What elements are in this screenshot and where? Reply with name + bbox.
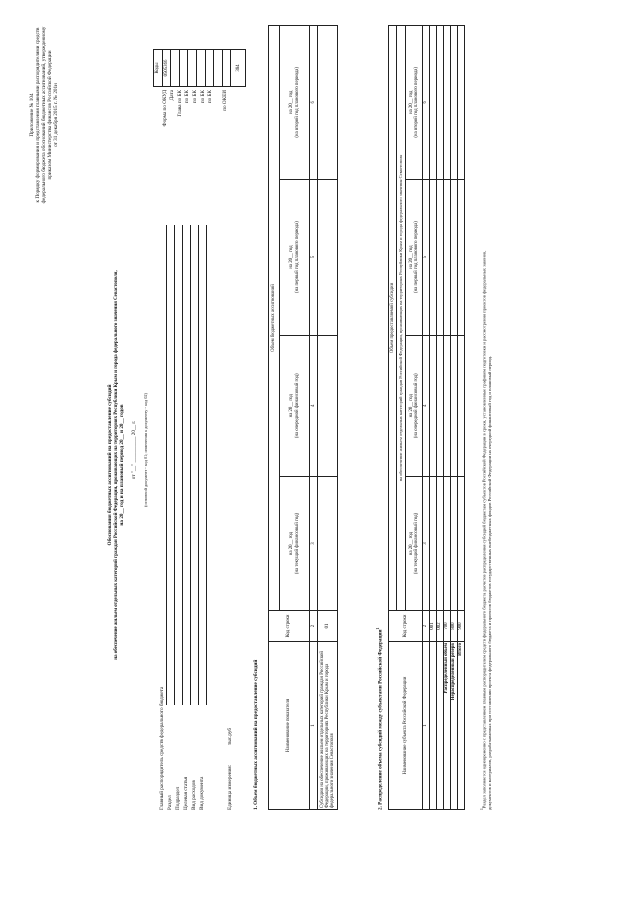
row-undistributed: Нераспределенный резерв xyxy=(451,642,458,810)
table-cell xyxy=(444,179,451,335)
footnote-line: Раздел заполняется одновременно с представлением главным распорядителем средств федерального бюджета расчетов распределения субсидий бюджетам субъектов Российской Федерации в сроки, установленные графиком подготовки и рассмотрения проектов федеральных законов, xyxy=(481,250,487,809)
code-value xyxy=(171,50,180,87)
header-volume: Объем предоставляемой субсидии xyxy=(389,26,397,611)
field-label-gr: Главный распорядитель средств федерального бюджета xyxy=(159,686,165,810)
code-value xyxy=(205,50,214,87)
row-cell xyxy=(318,26,338,180)
col-number: 3 xyxy=(310,476,318,610)
table-cell xyxy=(451,179,458,335)
section2-heading-text: 2. Распределение объема субсидий между субъектами Российской Федерации xyxy=(377,629,384,810)
header-year-current: на 20__ год (на текущий финансовый год) xyxy=(280,476,310,610)
table-row-code: 002 xyxy=(437,611,444,642)
col-number: 4 xyxy=(423,335,430,476)
section2-heading xyxy=(376,628,385,810)
row-distributed: Распределенный объем xyxy=(444,642,451,810)
code-value xyxy=(214,50,223,87)
row-subsidy-name: Субсидии на обеспечение жильем отдельных категорий граждан Российской Федерации, проживающих на территориях Республики Крым и города федерального значения Севастополя xyxy=(318,642,338,810)
code-label: по БК xyxy=(184,90,191,104)
row-cell xyxy=(318,476,338,610)
code-value: 384 xyxy=(231,50,246,87)
header-year-plan2: на 20__ год (на второй год планового периода) xyxy=(406,26,423,180)
field-label-target: Целевая статья xyxy=(183,776,189,810)
appendix-block xyxy=(30,15,60,215)
document-title xyxy=(108,205,126,725)
footnote xyxy=(480,251,492,810)
table-cell xyxy=(458,179,465,335)
code-label: по ОКЕИ xyxy=(222,90,229,111)
code-label: Глава по БК xyxy=(176,90,183,117)
table-row-code: 800 xyxy=(451,611,458,642)
field-label-doc: Вид документа xyxy=(199,776,205,810)
row-subsidy-code: 01 xyxy=(318,611,338,642)
col-number: 6 xyxy=(310,26,318,180)
section1-heading: 1. Объем бюджетных ассигнований на предоставление субсидий xyxy=(253,659,259,810)
table-cell xyxy=(437,26,444,180)
code-label: по БК xyxy=(191,90,198,104)
col-number: 5 xyxy=(423,179,430,335)
field-label-section: Раздел xyxy=(167,795,173,810)
table-cell xyxy=(430,335,437,476)
header-year-next: на 20__ год (на очередной финансовый год) xyxy=(280,335,310,476)
field-line xyxy=(206,225,207,705)
code-label: Форма по ОКУД xyxy=(161,90,168,127)
date-line: от "__" __________ 20__ г. xyxy=(131,420,137,480)
header-year-current: на 20__ год (на текущий финансовый год) xyxy=(406,476,423,610)
footnote-line: документов и материалов, разрабатываемых при составлении проекта федерального бюджета и проектов бюджетов государственных внебюджетных фондов Российской Федерации на очередной финансовый год и плановый период. xyxy=(486,355,492,810)
unit-label: Единица измерения: xyxy=(227,764,233,810)
codes-labels xyxy=(155,90,231,215)
table-cell xyxy=(458,26,465,180)
table-cell xyxy=(437,179,444,335)
table-cell xyxy=(458,476,465,610)
codes-header: Коды xyxy=(154,50,163,87)
codes-table xyxy=(153,49,246,87)
code-value xyxy=(222,50,231,87)
header-subject: Наименование субъекта Российской Федерации xyxy=(389,642,423,810)
header-code: Код строки xyxy=(269,611,310,642)
appendix-line: к Порядку формирования и представления главными распорядителями средств xyxy=(34,27,41,203)
col-number: 2 xyxy=(310,611,318,642)
unit-value: тыс.руб xyxy=(227,727,233,745)
table-cell xyxy=(458,335,465,476)
header-code: Код строки xyxy=(389,611,423,642)
col-number: 4 xyxy=(310,335,318,476)
appendix-line: федерального бюджета обоснований бюджетных ассигнований, утвержденному xyxy=(40,26,47,204)
field-line xyxy=(190,225,191,705)
table-row-name xyxy=(437,642,444,810)
col-number: 5 xyxy=(310,179,318,335)
table-cell xyxy=(430,179,437,335)
title-line: на обеспечение жильем отдельных категорий граждан Российской Федерации, проживающих на территориях Республики Крым и города федерального значения Севастополя, xyxy=(113,270,119,660)
header-year-next: на 20__ год (на очередной финансовый год) xyxy=(406,335,423,476)
col-number: 6 xyxy=(423,26,430,180)
row-total: Итого xyxy=(458,642,465,810)
table-row-code: 700 xyxy=(444,611,451,642)
code-value: 0505366 xyxy=(162,50,171,87)
title-line: на 20__ год и на плановый период 20__ и 20__ годов xyxy=(118,404,125,526)
code-label: по БК xyxy=(199,90,206,104)
appendix-line: от 31 декабря 2015 г. № 201н xyxy=(52,83,59,147)
field-line xyxy=(166,225,167,705)
section1-table xyxy=(268,25,338,810)
table-cell xyxy=(451,476,458,610)
code-value xyxy=(196,50,205,87)
table-cell xyxy=(451,26,458,180)
field-label-expense: Вид расходов xyxy=(191,780,197,810)
table-cell xyxy=(430,476,437,610)
appendix-line: приказом Министерства финансов Российской Федерации xyxy=(46,50,53,180)
header-year-plan1: на 20__ год (на первый год планового периода) xyxy=(280,179,310,335)
col-number: 2 xyxy=(423,611,430,642)
appendix-number: Приложение № 104 xyxy=(29,93,35,137)
table-row-code: 900 xyxy=(458,611,465,642)
col-number: 3 xyxy=(423,476,430,610)
table-cell xyxy=(444,335,451,476)
header-year-plan2: на 20__ год (на второй год планового периода) xyxy=(280,26,310,180)
section2-table xyxy=(388,25,465,810)
row-cell xyxy=(318,335,338,476)
table-row-name xyxy=(430,642,437,810)
code-value xyxy=(188,50,197,87)
title-line: Обоснования бюджетных ассигнований на предоставление субсидий xyxy=(107,384,113,546)
code-label: Дата xyxy=(169,90,176,101)
field-line xyxy=(198,225,199,705)
code-label: по БК xyxy=(207,90,214,104)
table-cell xyxy=(444,476,451,610)
col-number: 1 xyxy=(310,642,318,810)
table-cell xyxy=(430,26,437,180)
table-row-code: 001 xyxy=(430,611,437,642)
header-name: Наименование показателя xyxy=(269,642,310,810)
table-cell xyxy=(444,26,451,180)
header-year-plan1: на 20__ год (на первый год планового периода) xyxy=(406,179,423,335)
field-line xyxy=(174,225,175,705)
footnote-mark: 1 xyxy=(480,808,484,810)
col-number: 1 xyxy=(423,642,430,810)
section2-footnote-mark: 1 xyxy=(376,627,380,630)
table-cell xyxy=(437,476,444,610)
table-cell xyxy=(451,335,458,476)
field-label-subsection: Подраздел xyxy=(175,786,181,810)
document-type-note: (основной документ - код 01; изменения к документу - код 02) xyxy=(143,393,148,507)
field-line xyxy=(182,225,183,705)
row-cell xyxy=(318,179,338,335)
table-cell xyxy=(437,335,444,476)
header-volume: Объем бюджетных ассигнований xyxy=(269,26,280,611)
header-subsidy-purpose: на обеспечение жильем отдельных категорий граждан Российской Федерации, проживающих на территориях Республики Крым и города федерального значения Севастополя xyxy=(397,26,406,611)
code-value xyxy=(179,50,188,87)
